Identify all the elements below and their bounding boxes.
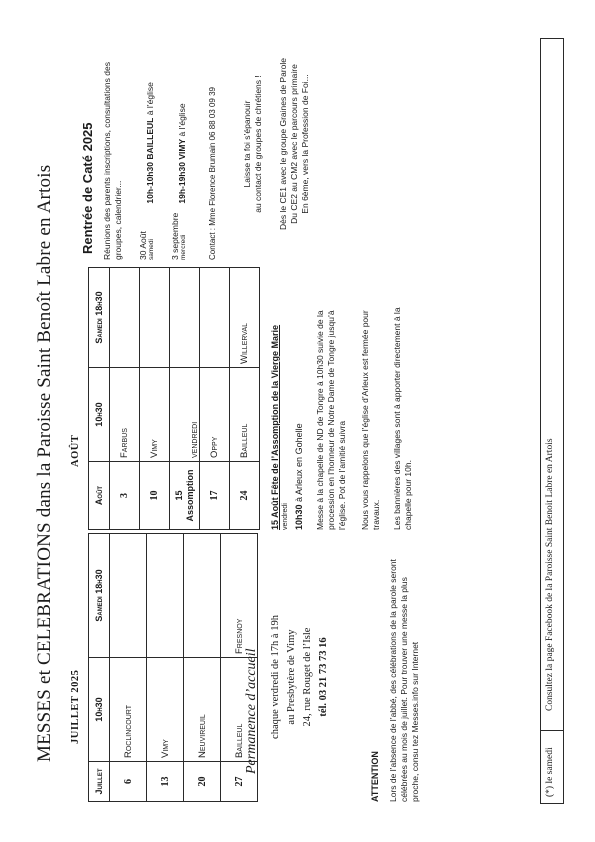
table-cell-day	[170, 462, 200, 530]
attention-body: Lors de l’absence de l’abbé, des célébrations de la parole seront célébrées au mois de juillet. Pour trouver une messe la plus proche, consu tez Messes.info sur Internet	[388, 559, 420, 802]
table-cell-evening: Willerval	[230, 268, 260, 368]
table-cell-evening	[147, 534, 184, 658]
cate-suffix: à l’église	[177, 103, 187, 137]
table-row	[170, 268, 200, 530]
table-cell-evening	[184, 534, 221, 658]
table-cell-day: 13	[147, 762, 184, 802]
accueil-line: chaque verdredi de 17h à 19h	[270, 615, 281, 739]
table-row	[110, 534, 147, 802]
cate-date-text: 30 Août	[138, 231, 148, 260]
accueil-phone: tél. 03 21 73 73 16	[318, 637, 329, 717]
assomption-time-place	[294, 423, 304, 530]
cate-time: 10h-10h30	[145, 162, 155, 204]
vendredi-label: VENDREDI	[192, 421, 199, 458]
accueil-line: au Presbytère de Vimy	[286, 629, 297, 725]
table-cell-evening	[110, 534, 147, 658]
accueil-title: Permanence d’accueil	[244, 648, 259, 774]
table-cell-morning: Vimy	[140, 368, 170, 462]
cate-row	[138, 28, 155, 260]
table-cell-day: 10	[140, 462, 170, 530]
assomption-messe-text: Messe à la chapelle de ND de Tongre à 10h30 suivie de la procession en l’honneur de Notre Dame de Tongre jusqu’à l’église. Pot de l’amitié suivra	[315, 310, 347, 530]
august-schedule-table	[88, 267, 260, 530]
table-row	[140, 268, 170, 530]
accueil-info	[268, 562, 332, 792]
cate-group-line: Du CE2 au CM2 avec le parcours primaire	[289, 64, 299, 224]
cate-title: Rentrée de Caté 2025	[80, 122, 95, 254]
cate-row	[170, 28, 187, 260]
table-cell-morning: Vimy	[147, 658, 184, 762]
table-cell-evening	[140, 268, 170, 368]
table-cell-morning	[170, 368, 200, 462]
july-month-label: JUILLET 2025	[70, 669, 81, 744]
table-cell-day: 24	[230, 462, 260, 530]
footer-note: (*) le samedi	[545, 747, 555, 797]
cate-groups	[278, 28, 311, 260]
assomption-arleux-text: Nous vous rappelons que l’église d’Arleux est fermée pour travaux.	[360, 310, 381, 530]
footer-divider	[541, 730, 563, 731]
cate-date-sub: samedi	[148, 239, 155, 260]
table-cell-evening: Fresnoy	[221, 534, 258, 658]
cate-suffix: à l’église	[145, 82, 155, 116]
attention-title: ATTENTION	[370, 751, 380, 802]
table-cell-evening	[170, 268, 200, 368]
cate-date-text: 3 septembre	[170, 212, 180, 260]
table-cell-day: 6	[110, 762, 147, 802]
assomption-weekday: vendredi	[282, 503, 289, 530]
table-cell-day: 17	[200, 462, 230, 530]
august-header-month: Août	[89, 462, 110, 530]
assomption-day-number: 15	[173, 490, 184, 501]
july-schedule-table	[88, 533, 258, 802]
footer-box	[540, 38, 564, 804]
cate-quote-line: au contact de groupes de chrétiens !	[253, 75, 263, 213]
july-header-month: Juillet	[89, 762, 110, 802]
table-row	[200, 268, 230, 530]
cate-quote-line: Laisse ta foi s’épanouir	[242, 100, 252, 188]
table-cell-day: 3	[110, 462, 140, 530]
footer-facebook-text: Consultez la page Facebook de la Paroisse Saint Benoit Labre en Artois	[545, 438, 555, 711]
table-cell-day: 27	[221, 762, 258, 802]
cate-place: BAILLEUL	[145, 117, 155, 160]
assomption-bannieres-text: Les bannières des villages sont à apporter directement à la chapelle pour 10h.	[392, 307, 413, 530]
august-header-evening: Samedi 18h30	[89, 268, 110, 368]
table-cell-morning: Neuvireuil	[184, 658, 221, 762]
table-cell-morning: Roclincourt	[110, 658, 147, 762]
table-row	[147, 534, 184, 802]
august-header-morning: 10h30	[89, 368, 110, 462]
cate-date	[138, 206, 155, 260]
table-cell-evening	[200, 268, 230, 368]
cate-date-sub: mercredi	[180, 234, 187, 260]
cate-intro: Réunions des parents inscriptions, consultations des groupes, calendrier...	[102, 62, 123, 260]
cate-time: 19h-19h30	[177, 162, 187, 204]
table-cell-morning: Farbus	[110, 368, 140, 462]
table-row	[110, 268, 140, 530]
cate-place: VIMY	[177, 138, 187, 160]
table-cell-evening	[110, 268, 140, 368]
assomption-title: 15 Août Fête de l’Assomption de la Vierge Marie	[270, 324, 280, 530]
august-month-label: AOÛT	[70, 434, 81, 467]
table-cell-morning: Bailleul	[230, 368, 260, 462]
table-cell-morning: Bailleul	[221, 658, 258, 762]
assomption-day-label: Assomption	[184, 469, 195, 522]
cate-group-line: En 6ème, vers la Profession de Foi...	[300, 74, 310, 214]
cate-quote	[242, 28, 264, 260]
table-cell-day: 20	[184, 762, 221, 802]
page-title: MESSES et CELEBRATIONS dans la Paroisse Saint Benoît Labre en Artois	[34, 164, 55, 762]
cate-group-line: Dès le CE1 avec le groupe Graines de Parole	[278, 58, 288, 230]
table-row	[230, 268, 260, 530]
cate-date	[170, 206, 187, 260]
july-header-evening: Samedi 18h30	[89, 534, 110, 658]
table-cell-morning: Oppy	[200, 368, 230, 462]
assomption-time: 10h30	[294, 504, 304, 530]
assomption-place: à Arleux en Gohelle	[294, 423, 304, 505]
accueil-line: 24, rue Rouget de l’Isle	[302, 627, 313, 727]
rotated-sheet	[20, 20, 575, 822]
cate-contact: Contact : Mme Florence Brumain 06 88 03 09 39	[208, 87, 217, 260]
july-header-morning: 10h30	[89, 658, 110, 762]
table-row	[184, 534, 221, 802]
